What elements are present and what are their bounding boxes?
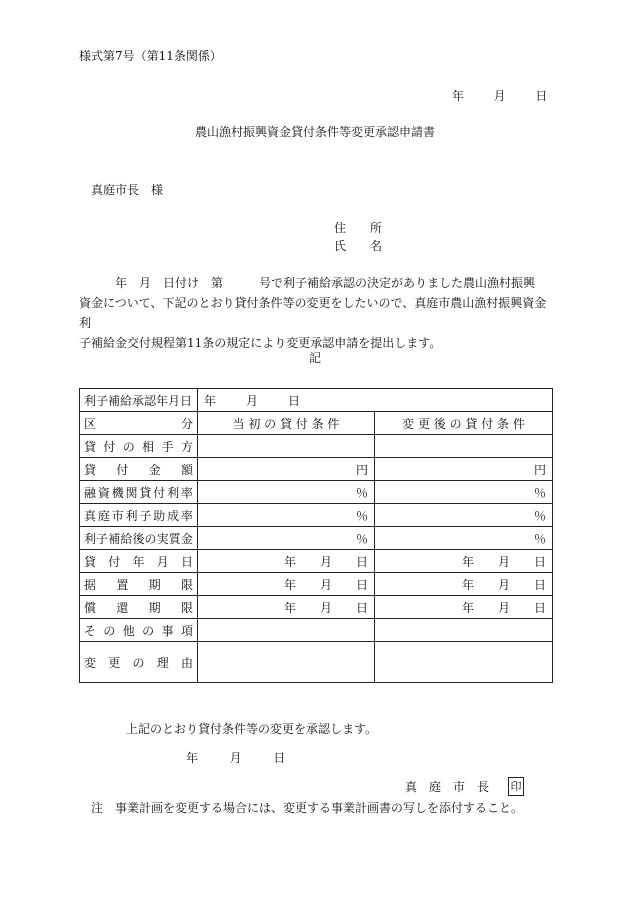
label-char: の [122,439,135,454]
date-month: 月 [493,89,506,103]
approval-date [186,751,285,765]
label-char: 方 [180,439,193,454]
initial-value-cell[interactable] [198,619,375,642]
division-header [80,412,198,435]
date-part: 年 [283,554,296,569]
date-part: 年 [462,554,475,569]
date-year: 年 [186,751,199,765]
label-char: そ [84,623,97,638]
seal-stamp: 印 [508,777,524,796]
table-row [80,573,553,596]
date-month: 月 [246,393,259,408]
changed-value-cell[interactable] [375,435,553,458]
label-char: 手 [161,439,174,454]
initial-date-cell[interactable] [198,550,375,573]
initial-value-cell[interactable] [198,435,375,458]
label-char: 相 [142,439,155,454]
date-part: 年 [462,577,475,592]
date-part: 日 [534,600,547,615]
label-char: 資 [97,485,110,500]
label-char: 補 [108,531,121,546]
document-title: 農山漁村振興資金貸付条件等変更承認申請書 [194,125,435,139]
label-char: 付 [108,554,121,569]
initial-value-cell[interactable]: ％ [198,504,375,527]
label-char: 限 [180,600,193,615]
initial-value-cell[interactable]: 円 [198,458,375,481]
date-part: 月 [498,554,511,569]
date-part: 月 [498,577,511,592]
row-label [80,504,198,527]
changed-conditions-header: 変 更 後 の 貸 付 条 件 [375,412,553,435]
initial-value-cell[interactable]: ％ [198,527,375,550]
date-part: 月 [498,600,511,615]
label-char: 機 [111,485,124,500]
changed-value-cell[interactable]: ％ [375,527,553,550]
label-char: 貸 [84,462,97,477]
date-part: 日 [355,554,368,569]
initial-date-cell[interactable] [198,573,375,596]
label-char: 子 [96,531,109,546]
label-char: 事 [161,623,174,638]
form-number: 様式第7号（第11条関係） [79,49,222,63]
initial-date-cell[interactable] [198,596,375,619]
label-char: 付 [116,462,129,477]
date-part: 月 [319,577,332,592]
table-row [80,481,553,504]
label-char: 後 [132,531,145,546]
label-char: 関 [125,485,138,500]
label-char: 更 [108,655,121,670]
label-char: 利 [84,531,97,546]
row-label [80,550,198,573]
label-char: 償 [84,600,97,615]
row-label [80,527,198,550]
label-char: 由 [180,655,193,670]
label-char: 貸 [139,485,152,500]
label-char: 置 [116,577,129,592]
date-day: 日 [288,393,301,408]
row-label [80,458,198,481]
label-char: 給 [120,531,133,546]
application-body [79,273,551,353]
label-char: 還 [116,600,129,615]
label-char: 助 [153,508,166,523]
label-char: 分 [180,416,193,431]
date-part: 日 [534,554,547,569]
applicant-address-label: 住 所 [334,221,383,235]
label-char: 変 [84,655,97,670]
row-label [80,642,198,683]
date-part: 月 [319,554,332,569]
row-label [80,481,198,504]
approval-date-label: 利子補給承認年月日 [80,389,198,412]
changed-date-cell[interactable] [375,550,553,573]
label-char: 貸 [84,554,97,569]
date-month: 月 [229,751,242,765]
label-char: 庭 [97,508,110,523]
label-char: 他 [122,623,135,638]
row-label [80,619,198,642]
label-char: 期 [148,600,161,615]
label-char: 利 [167,485,180,500]
changed-value-cell[interactable] [375,642,553,683]
label-char: の [144,531,157,546]
label-char: の [132,655,145,670]
row-label [80,435,198,458]
label-char: 利 [125,508,138,523]
label-char: 月 [156,554,169,569]
ki-heading: 記 [308,351,321,365]
label-char: 金 [180,531,193,546]
date-day: 日 [535,89,548,103]
label-char: の [103,623,116,638]
label-char: 日 [180,554,193,569]
changed-date-cell[interactable] [375,573,553,596]
label-char: 区 [84,416,97,431]
label-char: 理 [156,655,169,670]
loan-conditions-table [79,388,553,683]
approval-statement: 上記のとおり貸付条件等の変更を承認します。 [126,722,378,736]
table-row [80,642,553,683]
table-header-row [80,412,553,435]
changed-value-cell[interactable]: 円 [375,458,553,481]
mayor-signature: 真 庭 市 長 [405,780,490,794]
approval-date-value[interactable] [198,389,553,412]
table-row [80,527,553,550]
label-char: 率 [180,485,193,500]
changed-value-cell[interactable] [375,619,553,642]
addressee: 真庭市長 様 [91,183,164,197]
changed-value-cell[interactable]: ％ [375,481,553,504]
date-part: 日 [355,577,368,592]
table-row [80,435,553,458]
table-row-approval-date [80,389,553,412]
applicant-name-label: 氏 名 [334,239,383,253]
date-part: 年 [283,600,296,615]
body-line: 資金について、下記のとおり貸付条件等の変更をしたいので、真庭市農山漁村振興資金利 [79,296,547,330]
initial-value-cell[interactable]: ％ [198,481,375,504]
table-row [80,619,553,642]
label-char: 市 [111,508,124,523]
label-char: 年 [132,554,145,569]
label-char: 限 [180,577,193,592]
date-year: 年 [204,393,217,408]
label-char: 据 [84,577,97,592]
label-char: 質 [168,531,181,546]
label-char: 期 [148,577,161,592]
initial-value-cell[interactable] [198,642,375,683]
label-char: 実 [156,531,169,546]
label-char: 貸 [84,439,97,454]
body-line: 年 月 日付け 第 号で利子補給承認の決定がありました農山漁村振興 [79,276,536,290]
label-char: 子 [139,508,152,523]
table-row [80,596,553,619]
label-char: 金 [148,462,161,477]
table-row [80,504,553,527]
changed-date-cell[interactable] [375,596,553,619]
row-label [80,573,198,596]
date-part: 日 [534,577,547,592]
date-part: 年 [462,600,475,615]
label-char: 付 [153,485,166,500]
label-char: 融 [84,485,97,500]
submission-date [452,89,547,103]
date-part: 月 [319,600,332,615]
changed-value-cell[interactable]: ％ [375,504,553,527]
label-char: 額 [180,462,193,477]
label-char: 項 [180,623,193,638]
note: 注 事業計画を変更する場合には、変更する事業計画書の写しを添付すること。 [91,801,524,815]
table-row [80,550,553,573]
label-char: の [142,623,155,638]
body-line: 子補給金交付規程第11条の規定により変更承認申請を提出します。 [79,336,442,350]
label-char: 率 [180,508,193,523]
label-char: 真 [84,508,97,523]
date-part: 日 [355,600,368,615]
date-day: 日 [273,751,286,765]
table-row [80,458,553,481]
initial-conditions-header: 当 初 の 貸 付 条 件 [198,412,375,435]
label-char: 付 [103,439,116,454]
date-part: 年 [283,577,296,592]
row-label [80,596,198,619]
label-char: 成 [167,508,180,523]
date-year: 年 [452,89,465,103]
